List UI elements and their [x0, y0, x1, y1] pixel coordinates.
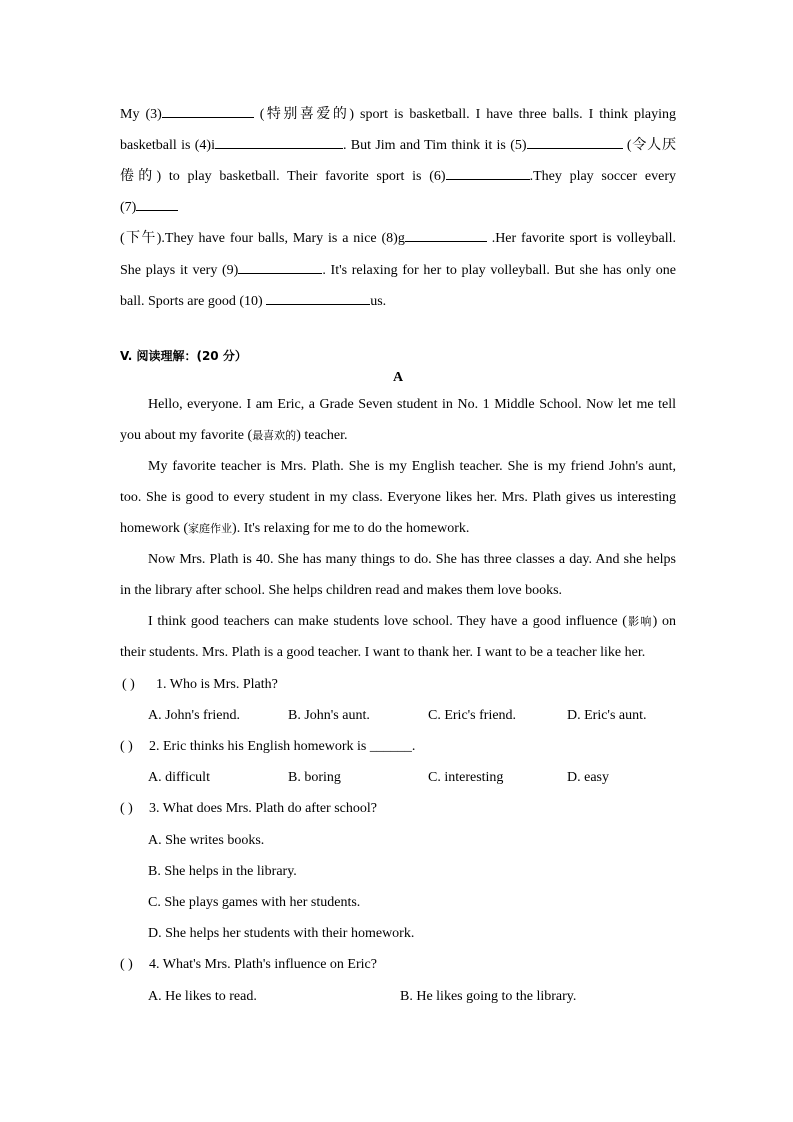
- question-stem: 4. What's Mrs. Plath's influence on Eric?: [149, 957, 377, 972]
- question-stem: 3. What does Mrs. Plath do after school?: [149, 801, 377, 816]
- passage-gloss: 影响: [626, 615, 653, 628]
- passage-text: ) on: [652, 614, 676, 629]
- q2-option-c[interactable]: C. interesting: [428, 770, 504, 785]
- passage-text: ) teacher.: [296, 428, 348, 443]
- cloze-text: My (3): [120, 107, 162, 122]
- q2-option-b[interactable]: B. boring: [288, 770, 341, 785]
- question-stem-end: .: [411, 739, 416, 754]
- blank-5[interactable]: [527, 135, 623, 149]
- passage-line: in the library after school. She helps children read and makes them love books.: [120, 583, 563, 598]
- cloze-text: basketball is (4)i: [120, 138, 215, 153]
- q1-option-a[interactable]: A. John's friend.: [148, 708, 240, 723]
- cloze-text: . It's relaxing for her to play volleyball. But she has only one: [322, 263, 676, 278]
- q3-option-c[interactable]: C. She plays games with her students.: [148, 895, 361, 910]
- cloze-line-1: [120, 104, 676, 122]
- passage-label: A: [392, 370, 404, 385]
- cloze-text: us.: [370, 294, 387, 309]
- passage-text: ). It's relaxing for me to do the homework.: [232, 521, 470, 536]
- question-3: [120, 800, 676, 818]
- passage-line: [148, 613, 676, 631]
- cloze-line-3: [120, 166, 676, 184]
- blank-6[interactable]: [446, 166, 530, 180]
- q4-option-b[interactable]: B. He likes going to the library.: [400, 989, 577, 1004]
- cloze-text: (令人厌: [622, 138, 677, 153]
- q4-option-a[interactable]: A. He likes to read.: [148, 989, 257, 1004]
- passage-text: you about my favorite (: [120, 428, 253, 443]
- q3-option-a[interactable]: A. She writes books.: [148, 833, 265, 848]
- cloze-text: ball. Sports are good (10): [120, 294, 267, 309]
- cloze-line-7: [120, 291, 676, 309]
- passage-line: My favorite teacher is Mrs. Plath. She is my English teacher. She is my friend John's aunt,: [148, 459, 676, 474]
- blank-3[interactable]: [162, 104, 254, 118]
- question-stem: 2. Eric thinks his English homework is: [149, 739, 370, 754]
- passage-line: [120, 520, 676, 538]
- q1-option-d[interactable]: D. Eric's aunt.: [567, 708, 647, 723]
- cloze-text: She plays it very (9): [120, 263, 239, 278]
- cloze-line-4: [120, 197, 676, 215]
- passage-gloss: 最喜欢的: [252, 429, 297, 442]
- blank-4[interactable]: [215, 135, 343, 149]
- q1-option-c[interactable]: C. Eric's friend.: [428, 708, 517, 723]
- passage-text: homework (: [120, 521, 189, 536]
- cloze-text: (特别喜爱的) sport is basketball. I have three balls. I think playing: [253, 107, 676, 122]
- cloze-text: .They play soccer every: [529, 169, 677, 184]
- answer-paren[interactable]: ( ): [120, 957, 133, 972]
- answer-paren[interactable]: ( ): [122, 677, 135, 692]
- section-heading: V. 阅读理解：(20 分）: [120, 349, 247, 363]
- cloze-line-6: [120, 260, 676, 278]
- cloze-text: 倦的) to play basketball. Their favorite sport is (6): [120, 169, 446, 184]
- q2-option-d[interactable]: D. easy: [567, 770, 609, 785]
- cloze-text: .Her favorite sport is volleyball.: [486, 231, 676, 246]
- cloze-text: . But Jim and Tim think it is (5): [342, 138, 527, 153]
- cloze-line-2: [120, 135, 676, 153]
- cloze-line-5: [120, 228, 676, 246]
- blank-9[interactable]: [238, 260, 322, 274]
- question-stem: 1. Who is Mrs. Plath?: [156, 677, 278, 692]
- cloze-text: (下午).They have four balls, Mary is a nice (8)g: [120, 231, 405, 246]
- answer-paren[interactable]: ( ): [120, 739, 133, 754]
- question-blank: ______: [369, 739, 412, 754]
- q3-option-d[interactable]: D. She helps her students with their homework.: [148, 926, 415, 941]
- blank-7[interactable]: [136, 197, 178, 211]
- blank-8[interactable]: [405, 228, 487, 242]
- blank-10[interactable]: [266, 291, 370, 305]
- q1-option-b[interactable]: B. John's aunt.: [288, 708, 370, 723]
- passage-line: [120, 427, 676, 445]
- passage-line: too. She is good to every student in my class. Everyone likes her. Mrs. Plath gives us interesting: [120, 490, 676, 505]
- passage-line: Now Mrs. Plath is 40. She has many things to do. She has three classes a day. And she helps: [148, 552, 676, 567]
- answer-paren[interactable]: ( ): [120, 801, 133, 816]
- passage-line: their students. Mrs. Plath is a good teacher. I want to thank her. I want to be a teacher like her.: [120, 645, 646, 660]
- cloze-text: (7): [120, 200, 137, 215]
- passage-line: Hello, everyone. I am Eric, a Grade Seven student in No. 1 Middle School. Now let me tell: [148, 397, 676, 412]
- question-1: [122, 676, 678, 694]
- passage-text: I think good teachers can make students love school. They have a good influence (: [148, 614, 627, 629]
- q3-option-b[interactable]: B. She helps in the library.: [148, 864, 297, 879]
- question-4: [120, 956, 676, 974]
- q2-option-a[interactable]: A. difficult: [148, 770, 210, 785]
- passage-gloss: 家庭作业: [188, 522, 233, 535]
- question-2: [120, 738, 676, 756]
